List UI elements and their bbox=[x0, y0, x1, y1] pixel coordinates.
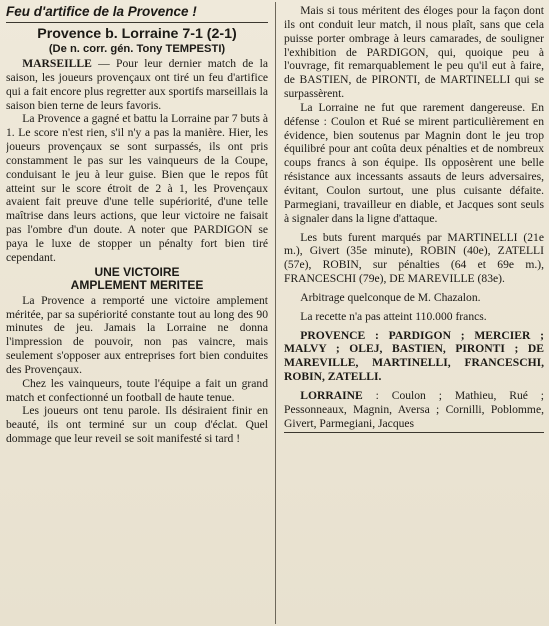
gate-receipts-paragraph: La recette n'a pas atteint 110.000 francs. bbox=[300, 309, 487, 323]
match-headline: Provence b. Lorraine 7-1 (2-1) bbox=[37, 26, 237, 42]
article-paragraph-6: Mais si tous méritent des éloges pour la façon dont ils ont conduit leur match, il nous plaît, sans que cela puisse porter ombrage à leurs camarades, de souligner l'exhibition de PARDIGON, qui, quoique peu à l'ouvrage, fit remarquablement le peu qu'il eut à faire, de BASTIEN, de PIRONTI, de MARTINELLI qui se surpassèrent. bbox=[284, 4, 544, 101]
subheading-line-1: UNE VICTOIRE bbox=[94, 264, 180, 279]
lorraine-label: LORRAINE bbox=[300, 388, 363, 402]
article-paragraph-7: La Lorraine ne fut que rarement dangereuse. En défense : Coulon et Rué se mirent particulièrement en évidence, bien soutenus par Magnin dont le jeu trop équilibré pour ant coûta deux pénalties et de nombreux coups francs à son équipe. Ils opposèrent une belle résistance aux incessants assauts de leurs adversaires, évitant, Coulon surtout, une plus cuisante défaite. Parmegiani, travailleur en diable, et Jacques sont seuls à signaler dans la ligne d'attaque. bbox=[284, 100, 544, 225]
column-divider bbox=[275, 2, 276, 624]
lorraine-players: : Coulon ; Mathieu, Rué ; Pessonneaux, Magnin, Aversa ; Cornilli, Poblomme, Givert, Parmegiani, Jacques bbox=[284, 388, 544, 430]
dateline: MARSEILLE bbox=[22, 57, 92, 70]
provence-players: : PARDIGON ; MERCIER ; MALVY ; OLEJ, BASTIEN, PIRONTI ; DE MAREVILLE, MARTINELLI, FRANCESCHI, ROBIN, ZATELLI. bbox=[284, 328, 544, 384]
provence-lineup bbox=[284, 329, 544, 384]
article-paragraph-3: La Provence a remporté une victoire amplement méritée, par sa supériorité constante tout au long des 90 minutes de jeu. Jamais la Lorraine ne donna l'impression de pouvoir, non pas vaincre, mais seulement s'opposer aux entreprises fort bien conduites des Provençaux. bbox=[6, 293, 268, 376]
right-column bbox=[284, 4, 544, 624]
paragraph-1-text: — Pour leur dernier match de la saison, les joueurs provençaux ont tiré un feu d'artifice qui a fait encore plus regretter aux sportifs marseillais la saison bien terne de leurs favoris. bbox=[6, 57, 268, 112]
subheading bbox=[6, 266, 268, 293]
referee-paragraph: Arbitrage quelconque de M. Chazalon. bbox=[300, 290, 481, 304]
end-rule bbox=[284, 432, 544, 433]
left-column bbox=[6, 4, 268, 624]
kicker-heading: Feu d'artifice de la Provence ! bbox=[6, 4, 268, 23]
article-paragraph-5: Les joueurs ont tenu parole. Ils désiraient finir en beauté, ils ont terminé sur un coup d'éclat. Quel dommage que leur reveil se soit manifesté si tard ! bbox=[6, 404, 268, 446]
article-paragraph-2: La Provence a gagné et battu la Lorraine par 7 buts à 1. Le score n'est rien, s'il n'y a pas la manière. Hier, les joueurs provençaux se sont surpassés, ils ont pris constamment le pas sur les vainqueurs de la Coupe, conduisant le jeu à leur guise. Bien que le repos fût atteint sur le score étroit de 2 à 1, les Provençaux avaient fait preuve d'une telle supériorité, d'une telle maîtrise dans leurs actions, que leur victoire ne faisait pas l'ombre d'un doute. A noter que PARDIGON se paya le luxe de stopper un pénalty fort bien tiré cependant. bbox=[6, 112, 268, 264]
lorraine-lineup bbox=[284, 389, 544, 431]
scorers-paragraph: Les buts furent marqués par MARTINELLI (21e m.), Givert (35e minute), ROBIN (40e), ZATELLI (57e), ROBIN, sur pénalties (64 et 69e m.), FRANCESCHI (79e), DE MAREVILLE (83e). bbox=[284, 230, 544, 286]
byline: (De n. corr. gén. Tony TEMPESTI) bbox=[48, 43, 226, 55]
subheading-line-2: AMPLEMENT MERITEE bbox=[70, 278, 204, 293]
article-paragraph-4: Chez les vainqueurs, toute l'équipe a fait un grand match et confectionné un football de haute tenue. bbox=[6, 376, 268, 404]
provence-label: PROVENCE bbox=[300, 328, 366, 342]
article-paragraph-1 bbox=[6, 57, 268, 112]
